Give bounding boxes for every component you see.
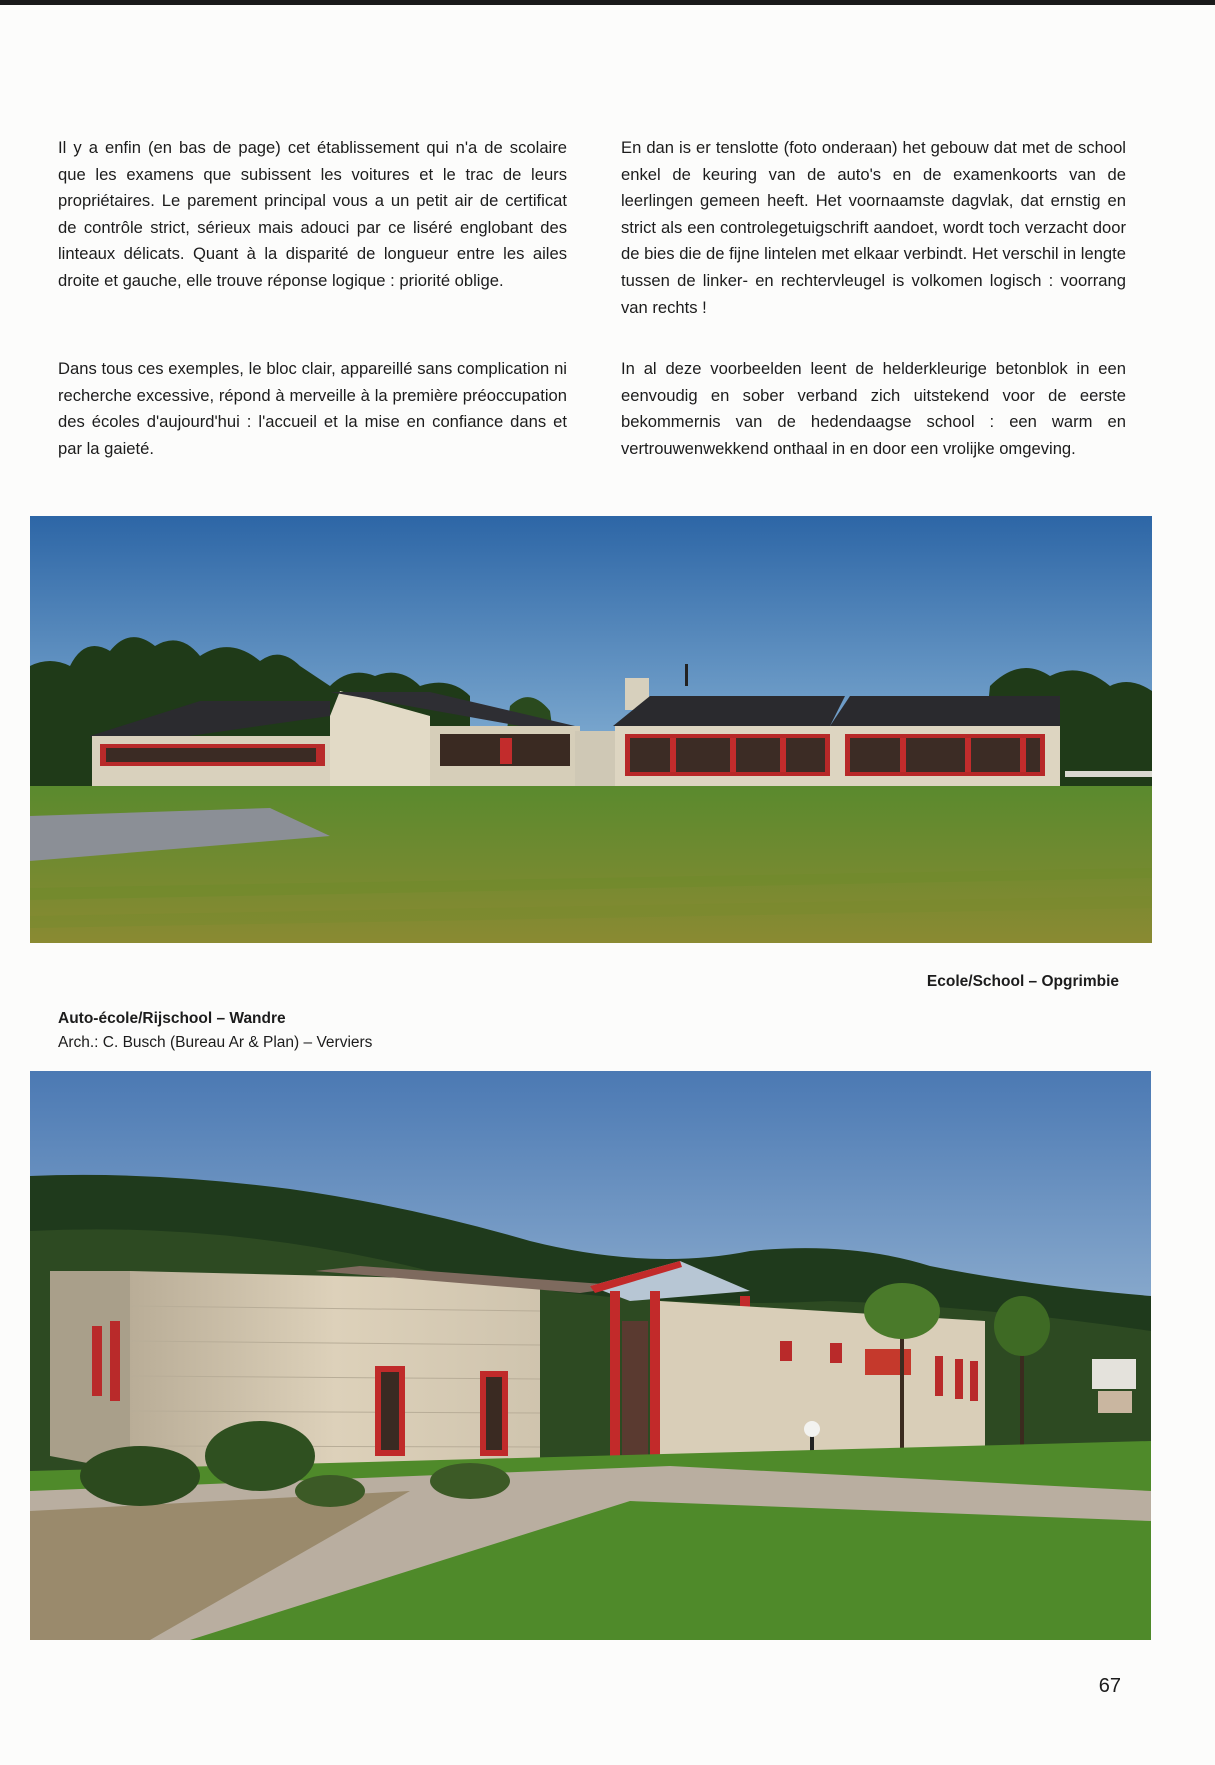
dutch-paragraph-2: In al deze voorbeelden leent de helderkleurige betonblok in een eenvoudig en sober verband zich uitstekend voor de eerste bekommernis van de hedendaagse school : een warm en vertrouwenwekkend onthaal in en door een vrolijke omgeving. bbox=[621, 359, 1126, 458]
page-number: 67 bbox=[1098, 1675, 1121, 1697]
autoschool-caption-title: Auto-école/Rijschool – Wandre bbox=[58, 1010, 286, 1027]
autoschool-photo-caption bbox=[58, 1007, 372, 1055]
french-paragraph-1: Il y a enfin (en bas de page) cet établissement qui n'a de scolaire que les examens que subissent les voitures et le trac de leurs propriétaires. Le parement principal vous a un petit air de certificat de contrôle strict, sérieux mais adouci par ce liséré englobant des linteaux délicats. Quant à la disparité de longueur entre les ailes droite et gauche, elle trouve réponse logique : priorité oblige. bbox=[58, 138, 567, 290]
school-photo-caption: Ecole/School – Opgrimbie bbox=[926, 973, 1119, 990]
autoschool-photo bbox=[30, 1071, 1151, 1640]
top-rule bbox=[0, 0, 1215, 5]
french-paragraph-2: Dans tous ces exemples, le bloc clair, appareillé sans complication ni recherche excessive, répond à merveille à la première préoccupation des écoles d'aujourd'hui : l'accueil et la mise en confiance dans et par la gaieté. bbox=[58, 359, 567, 458]
school-photo bbox=[30, 516, 1152, 943]
dutch-paragraph-1: En dan is er tenslotte (foto onderaan) het gebouw dat met de school enkel de keuring van de auto's en de examenkoorts van de leerlingen gemeen heeft. Het voornaamste dagvlak, dat ernstig en strict als een controlegetuigschrift aandoet, wordt toch verzacht door de bies die de fijne lintelen met elkaar verbindt. Het verschil in lengte tussen de linker- en rechtervleugel is volkomen logisch : voorrang van rechts ! bbox=[621, 138, 1126, 317]
autoschool-caption-architect: Arch.: C. Busch (Bureau Ar & Plan) – Verviers bbox=[58, 1034, 373, 1051]
